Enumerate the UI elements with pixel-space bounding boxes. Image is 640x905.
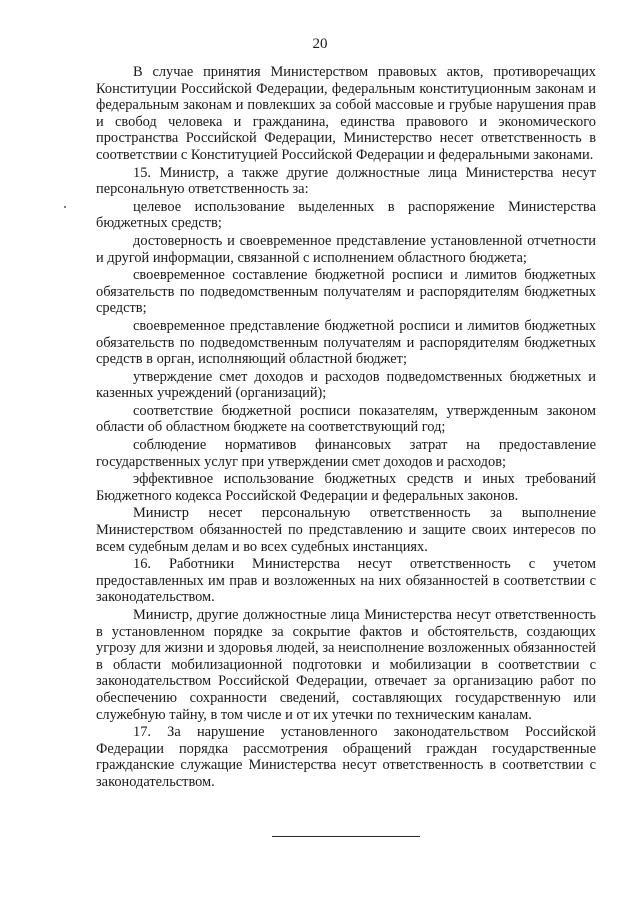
margin-dot-mark — [64, 206, 66, 208]
paragraph-item-target-use: целевое использование выделенных в распоряжение Министерства бюджетных средств; — [96, 198, 596, 232]
page-number: 20 — [312, 36, 328, 52]
document-body — [96, 64, 596, 791]
paragraph-item-estimates: утверждение смет доходов и расходов подведомственных бюджетных и казенных учреждений (организаций); — [96, 368, 596, 402]
paragraph-item-efficiency: эффективное использование бюджетных средств и иных требований Бюджетного кодекса Российской Федерации и федеральных законов. — [96, 471, 596, 504]
paragraph-15-intro: 15. Министр, а также другие должностные лица Министерства несут персональную ответственность за: — [96, 164, 596, 198]
paragraph-item-norms: соблюдение нормативов финансовых затрат на предоставление государственных услуг при утверждении смет доходов и расходов; — [96, 437, 596, 470]
paragraph-item-compliance: соответствие бюджетной росписи показателям, утвержденным законом области об областном бюджете на соответствующий год; — [96, 402, 596, 436]
paragraph-16-employees: 16. Работники Министерства несут ответственность с учетом предоставленных им прав и возложенных на них обязанностей в соответствии с законодательством. — [96, 556, 596, 606]
closing-divider-line — [272, 836, 420, 837]
paragraph-item-budget-schedule: своевременное составление бюджетной росписи и лимитов бюджетных обязательств по подведомственным получателям и распорядителям бюджетных средств; — [96, 267, 596, 317]
paragraph-minister-court: Министр несет персональную ответственность за выполнение Министерством обязанностей по представлению и защите своих интересов по всем судебным делам и во всех судебных инстанциях. — [96, 505, 596, 555]
paragraph-17-appeals: 17. За нарушение установленного законодательством Российской Федерации порядка рассмотрения обращений граждан государственные гражданские служащие Министерства несут ответственность в соответствии с законодательством. — [96, 724, 596, 790]
paragraph-violation-acts: В случае принятия Министерством правовых актов, противоречащих Конституции Российской Федерации, федеральным конституционным законам и федеральным законам и повлекших за собой массовые и грубые нарушения прав и свобод человека и гражданина, единства правового и экономического пространства Российской Федерации, Министерство несет ответственность в соответствии с Конституцией Российской Федерации и федеральными законами. — [96, 64, 596, 163]
paragraph-item-budget-submission: своевременное представление бюджетной росписи и лимитов бюджетных обязательств по подведомственным получателям и распорядителям бюджетных средств в орган, исполняющий областной бюджет; — [96, 317, 596, 368]
paragraph-minister-secrecy: Министр, другие должностные лица Министерства несут ответственность в установленном порядке за сокрытие фактов и обстоятельств, создающих угрозу для жизни и здоровья людей, за неисполнение возложенных обязанностей в области мобилизационной подготовки и мобилизации в соответствии с законодательством Российской Федерации, отвечает за организацию работ по обеспечению сохранности сведений, составляющих государственную или служебную тайну, в том числе и от их утечки по техническим каналам. — [96, 607, 596, 723]
paragraph-item-reporting: достоверность и своевременное представление установленной отчетности и другой информации, связанной с исполнением областного бюджета; — [96, 232, 596, 266]
